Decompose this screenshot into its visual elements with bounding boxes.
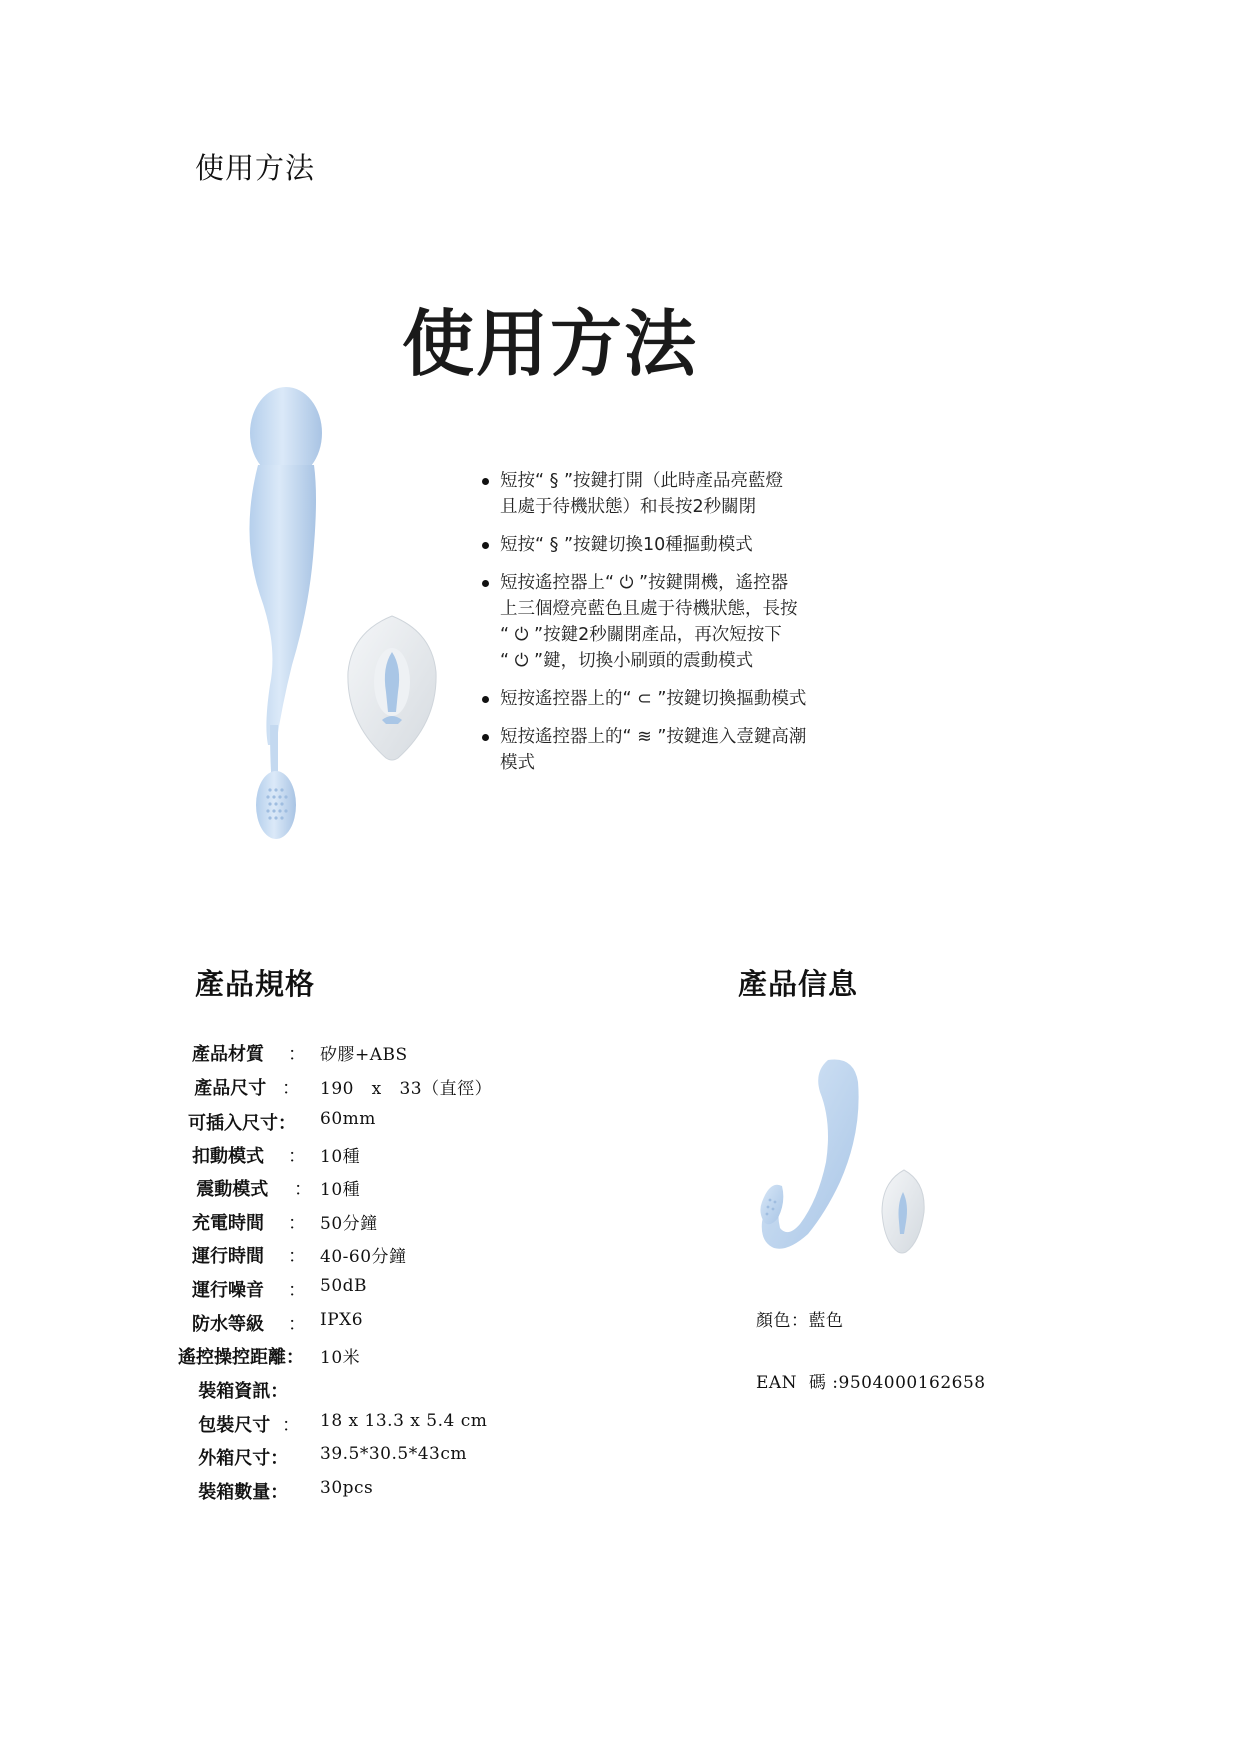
spec-row [180, 1310, 740, 1340]
spec-colon: ： [282, 1415, 300, 1436]
specs-title: 產品規格 [195, 967, 316, 1001]
spec-row [180, 1478, 740, 1508]
spec-label: 運行時間 [192, 1246, 264, 1267]
spec-value: 40-60分鐘 [320, 1247, 407, 1267]
spec-colon: ： [288, 1246, 306, 1267]
spec-value: 60mm [320, 1109, 376, 1129]
spec-label: 產品尺寸 [188, 1078, 267, 1099]
spec-label: 震動模式 [190, 1179, 269, 1200]
spec-label: 扣動模式 [192, 1146, 264, 1167]
spec-row [180, 1276, 740, 1306]
spec-row [180, 1109, 740, 1139]
spec-value: 10種 [320, 1180, 361, 1200]
spec-colon: ： [288, 1280, 306, 1301]
spec-colon: ： [288, 1146, 306, 1167]
spec-value: 18 x 13.3 x 5.4 cm [320, 1411, 488, 1431]
spec-value: 50dB [320, 1276, 368, 1296]
spec-label: 包裝尺寸 [192, 1415, 271, 1436]
instruction-item: 短按“ § ”按鍵切換10種摳動模式 [482, 532, 842, 558]
spec-row [180, 1411, 740, 1441]
spec-colon: ： [294, 1179, 312, 1200]
usage-instructions [482, 468, 842, 788]
ean-info: EAN 碼 :9504000162658 [756, 1373, 986, 1393]
spec-value: 矽膠+ABS [320, 1045, 408, 1065]
instruction-item: 短按“ § ”按鍵打開（此時產品亮藍燈 且處于待機狀態）和長按2秒關閉 [482, 468, 842, 520]
spec-label: 裝箱資訊： [192, 1381, 289, 1402]
spec-colon: ： [288, 1314, 306, 1335]
spec-label: 外箱尺寸： [192, 1448, 289, 1469]
instruction-item: 短按遙控器上“ ⏻ ”按鍵開機，遙控器 上三個燈亮藍色且處于待機狀態，長按 “ ⏻ ”按鍵2秒關閉產品，再次短按下 “ ⏻ ”鍵，切換小刷頭的震動模式 [482, 570, 842, 674]
spec-row [180, 1074, 740, 1104]
spec-row [180, 1040, 740, 1070]
instruction-item: 短按遙控器上的“ ≋ ”按鍵進入壹鍵高潮 模式 [482, 724, 842, 776]
spec-row [180, 1444, 740, 1474]
spec-row [180, 1377, 740, 1407]
spec-label: 產品材質 [192, 1044, 264, 1065]
spec-row [180, 1209, 740, 1239]
spec-value: 50分鐘 [320, 1214, 378, 1234]
spec-label: 遙控操控距離： [178, 1347, 304, 1368]
spec-row [180, 1175, 740, 1205]
spec-label: 可插入尺寸： [188, 1113, 296, 1134]
product-remote-image [342, 612, 442, 762]
page-title: 使用方法 [195, 151, 316, 185]
product-wand-image [230, 385, 350, 845]
spec-colon: ： [282, 1078, 300, 1099]
spec-row [180, 1242, 740, 1272]
spec-row [180, 1343, 740, 1373]
spec-colon: ： [288, 1044, 306, 1065]
info-title: 產品信息 [738, 967, 859, 1001]
specs-table [180, 1040, 740, 1520]
spec-value: 10種 [320, 1147, 361, 1167]
color-info: 顏色：藍色 [756, 1311, 844, 1331]
instruction-item: 短按遙控器上的“ ⊂ ”按鍵切換摳動模式 [482, 686, 842, 712]
spec-value: IPX6 [320, 1310, 364, 1330]
spec-value: 39.5*30.5*43cm [320, 1444, 467, 1464]
spec-row [180, 1142, 740, 1172]
spec-value: 30pcs [320, 1478, 374, 1498]
spec-label: 充電時間 [192, 1213, 264, 1234]
usage-heading: 使用方法 [402, 302, 699, 386]
spec-label: 裝箱數量： [192, 1482, 289, 1503]
spec-value: 10米 [320, 1348, 361, 1368]
spec-label: 防水等級 [192, 1314, 264, 1335]
info-product-image [748, 1052, 928, 1262]
spec-label: 運行噪音 [192, 1280, 264, 1301]
spec-colon: ： [288, 1213, 306, 1234]
spec-value: 190 x 33（直徑） [320, 1079, 493, 1099]
